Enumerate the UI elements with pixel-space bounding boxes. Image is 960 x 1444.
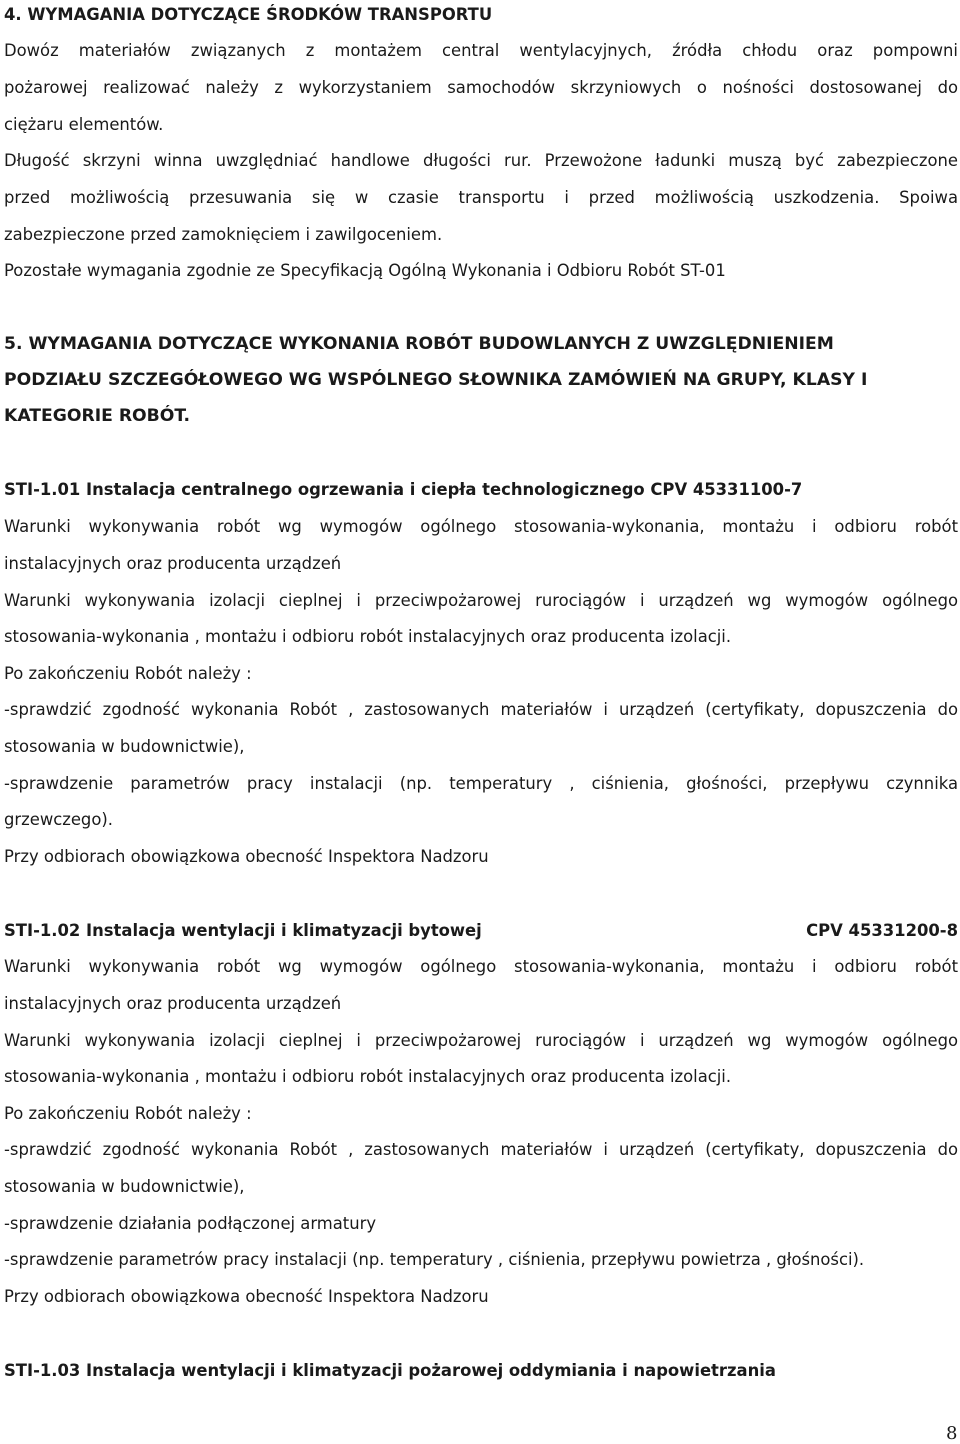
sti-1-01-heading: STI-1.01 Instalacja centralnego ogrzewania i ciepła technologicznego CPV 45331100-7 [4,480,803,499]
page-number: 8 [946,1423,958,1444]
paragraph-line: stosowania-wykonania , montażu i odbioru robót instalacyjnych oraz producenta izolacji. [4,627,732,646]
paragraph-line: przed możliwością przesuwania się w czasie transportu i przed możliwością uszkodzenia. Spoiwa [4,188,958,207]
section-5-heading-line: 5. WYMAGANIA DOTYCZĄCE WYKONANIA ROBÓT BUDOWLANYCH Z UWZGLĘDNIENIEM [4,334,834,354]
paragraph-line: Przy odbiorach obowiązkowa obecność Inspektora Nadzoru [4,1287,489,1306]
sti-1-02-heading: STI-1.02 Instalacja wentylacji i klimatyzacji bytowej [4,921,482,940]
section-4-heading: 4. WYMAGANIA DOTYCZĄCE ŚRODKÓW TRANSPORTU [4,5,493,24]
paragraph-line: pożarowej realizować należy z wykorzystaniem samochodów skrzyniowych o nośności dostosowanej do [4,78,958,97]
paragraph-line: -sprawdzenie parametrów pracy instalacji (np. temperatury , ciśnienia, przepływu powietrza , głośności). [4,1250,865,1269]
paragraph-line: stosowania w budownictwie), [4,737,245,756]
paragraph-line: Warunki wykonywania robót wg wymogów ogólnego stosowania-wykonania, montażu i odbioru robót [4,957,958,976]
paragraph-line: -sprawdzić zgodność wykonania Robót , zastosowanych materiałów i urządzeń (certyfikaty, dopuszczenia do [4,700,958,719]
paragraph-line: Warunki wykonywania izolacji cieplnej i przeciwpożarowej rurociągów i urządzeń wg wymogów ogólnego [4,591,958,610]
section-5-heading-line: KATEGORIE ROBÓT. [4,406,191,426]
paragraph-line: stosowania-wykonania , montażu i odbioru robót instalacyjnych oraz producenta izolacji. [4,1067,732,1086]
paragraph-line: instalacyjnych oraz producenta urządzeń [4,994,342,1013]
paragraph-line: -sprawdzenie parametrów pracy instalacji (np. temperatury , ciśnienia, głośności, przepływu czynnika [4,774,958,793]
paragraph-line: Dowóz materiałów związanych z montażem central wentylacyjnych, źródła chłodu oraz pompowni [4,41,958,60]
paragraph-line: -sprawdzić zgodność wykonania Robót , zastosowanych materiałów i urządzeń (certyfikaty, dopuszczenia do [4,1140,958,1159]
sti-1-03-heading: STI-1.03 Instalacja wentylacji i klimatyzacji pożarowej oddymiania i napowietrzania [4,1361,776,1380]
sti-1-02-cpv-code: CPV 45331200-8 [806,921,958,940]
paragraph-line: Po zakończeniu Robót należy : [4,664,252,683]
paragraph-line: Warunki wykonywania izolacji cieplnej i przeciwpożarowej rurociągów i urządzeń wg wymogów ogólnego [4,1031,958,1050]
paragraph-line: Przy odbiorach obowiązkowa obecność Inspektora Nadzoru [4,847,489,866]
sti-1-02-heading-row [4,921,958,941]
paragraph-line: Długość skrzyni winna uwzględniać handlowe długości rur. Przewożone ładunki muszą być zabezpieczone [4,151,958,170]
paragraph-line: grzewczego). [4,810,113,829]
paragraph-line: -sprawdzenie działania podłączonej armatury [4,1214,377,1233]
paragraph-line: Warunki wykonywania robót wg wymogów ogólnego stosowania-wykonania, montażu i odbioru robót [4,517,958,536]
paragraph-line: stosowania w budownictwie), [4,1177,245,1196]
paragraph-line: Pozostałe wymagania zgodnie ze Specyfikacją Ogólną Wykonania i Odbioru Robót ST-01 [4,261,726,280]
paragraph-line: zabezpieczone przed zamoknięciem i zawilgoceniem. [4,225,443,244]
paragraph-line: instalacyjnych oraz producenta urządzeń [4,554,342,573]
section-5-heading-line: PODZIAŁU SZCZEGÓŁOWEGO WG WSPÓLNEGO SŁOWNIKA ZAMÓWIEŃ NA GRUPY, KLASY I [4,370,868,390]
paragraph-line: Po zakończeniu Robót należy : [4,1104,252,1123]
paragraph-line: ciężaru elementów. [4,115,164,134]
